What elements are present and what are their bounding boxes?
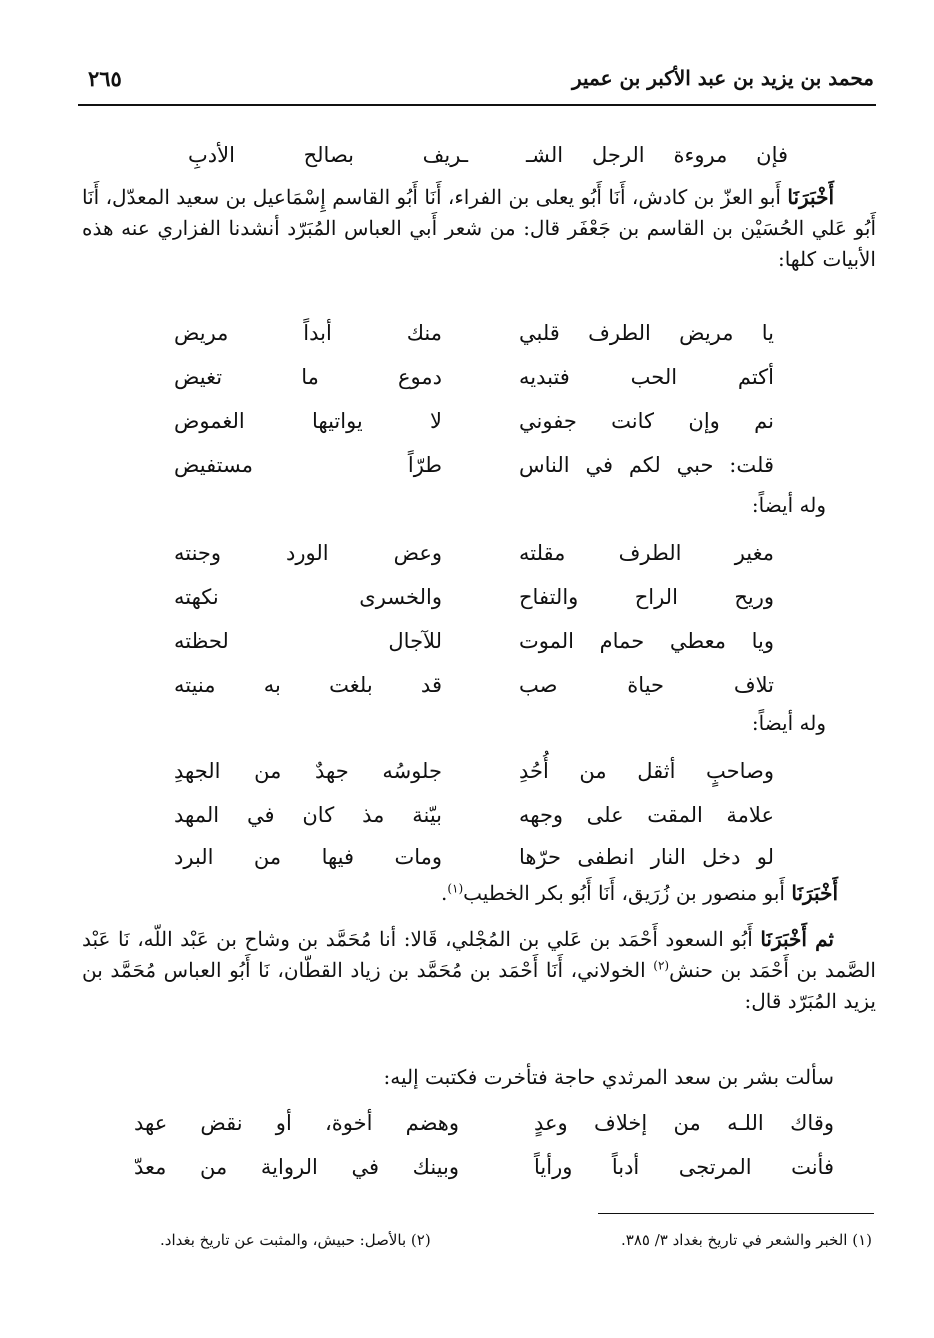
footnotes [160,1228,872,1252]
verse-right-hemistich: ويا معطي حمام الموت [519,629,774,653]
footnote-rule [598,1213,874,1214]
verse-right-hemistich: قلت: حبي لكم في الناس [519,453,774,477]
paragraph-end: . [440,881,448,905]
verse-left-hemistich: وبينك في الرواية من معدّ [134,1155,459,1179]
verse-right-hemistich: فأنت المرتجى أدباً ورأياً [534,1155,834,1179]
paragraph-3 [82,924,876,1017]
verse-left-hemistich: للآجال لحظته [174,629,442,653]
paragraph-lead: ثم أَخْبَرَنَا [760,927,834,951]
poem2-verse [174,538,774,568]
page-number: ٢٦٥ [88,65,122,91]
verse-left-hemistich: منك أبداً مريض [174,321,442,345]
verse-right-hemistich: وقاك اللـه من إخلاف وعدٍ [534,1111,834,1135]
poem2-verse [174,582,774,612]
verse-right-hemistich: تلاف حياة صب [519,673,774,697]
verse-right-hemistich: يا مريض الطرف قلبي [519,321,774,345]
verse-right-hemistich: لو دخل النار انطفى حرّها [519,845,774,869]
verse-left-hemistich: ومات فيها من البرد [174,845,442,869]
also-label: وله أيضاً: [751,493,826,517]
verse-left-hemistich: وهضم أخوة، أو نقض عهد [134,1111,459,1135]
poem1-verse [174,406,774,436]
verse-left-hemistich: لا يواتيها الغموض [174,409,442,433]
verse-left-hemistich: وعض الورد وجنته [174,541,442,565]
verse-right-hemistich: أكتم الحب فتبديه [519,365,774,389]
paragraph-lead: أَخْبَرَنَا [791,881,838,905]
footnote-ref: (٢) [653,958,670,973]
footnote-ref: (١) [447,881,464,896]
header-rule [78,104,876,106]
poem1-verse [174,450,774,480]
opening-verse [188,140,788,170]
verse-right-hemistich: نم وإن كانت جفوني [519,409,774,433]
poem2-verse [174,670,774,700]
verse-right-hemistich: وريح الراح والتفاح [519,585,774,609]
paragraph-text: أَبُو السعود أَحْمَد بن عَلي بن المُجْلي، قَالا: أنا مُحَمَّد بن وشاح بن عَبْد اللّه، نَا عَبْد الصَّمد بن أَحْمَد بن حنش [82,927,876,982]
footnote-1: (١) الخبر والشعر في تاريخ بغداد ٣/ ٣٨٥. [621,1231,872,1249]
verse-left-hemistich: ـريف بصالح الأدبِ [188,143,468,167]
verse-left-hemistich: جلوسُه جهدٌ من الجهدِ [174,759,442,783]
poem2-verse [174,626,774,656]
verse-right-hemistich: علامة المقت على وجهه [519,803,774,827]
paragraph-lead: أَخْبَرَنَا [787,185,834,209]
verse-right-hemistich: وصاحبٍ أثقل من أُحُدِ [519,759,774,783]
paragraph-1 [82,182,876,275]
paragraph-text: أَبو منصور بن زُرَيق، أَنَا أَبُو بكر الخطيب [463,881,792,905]
poem1-verse [174,362,774,392]
paragraph-text: أَبو العزّ بن كادش، أَنَا أَبُو يعلى بن الفراء، أَنَا أَبُو القاسم إِسْمَاعيل بن سعيد المعدّل، أَنَا أَبُو عَلي الحُسَيْن بن القاسم بن جَعْفَر قال: من شعر أَبي العباس المُبَرّد أنشدنا الفزاري عنه هذه الأبيات كلها: [82,185,876,271]
paragraph-4: سألت بشر بن سعد المرثدي حاجة فتأخرت فكتبت إليه: [383,1065,834,1089]
poem3-verse [174,842,774,872]
verse-left-hemistich: طرّاً مستفيض [174,453,442,477]
running-title: محمد بن يزيد بن عبد الأكبر بن عمير [571,66,874,90]
paragraph-text-continued: الخولاني، أَنَا أَحْمَد بن مُحَمَّد بن زياد القطّان، نَا أَبُو العباس مُحَمَّد بن يزيد المُبَرّد قال: [82,958,876,1013]
poem4-verse [134,1108,834,1138]
poem4-verse [134,1152,834,1182]
poem1-verse [174,318,774,348]
poem3-verse [174,800,774,830]
verse-left-hemistich: قد بلغت به منيته [174,673,442,697]
also-label: وله أيضاً: [751,711,826,735]
verse-left-hemistich: بيّنة مذ كان في المهد [174,803,442,827]
verse-right-hemistich: مغير الطرف مقلته [519,541,774,565]
footnote-2: (٢) بالأصل: حبيش، والمثبت عن تاريخ بغداد. [160,1231,431,1249]
paragraph-2 [82,878,838,909]
poem3-verse [174,756,774,786]
verse-left-hemistich: دموع ما تغيض [174,365,442,389]
verse-left-hemistich: والخسرى نكهته [174,585,442,609]
verse-right-hemistich: فإن مروءة الرجل الشـ [526,143,788,167]
running-header [88,60,874,96]
